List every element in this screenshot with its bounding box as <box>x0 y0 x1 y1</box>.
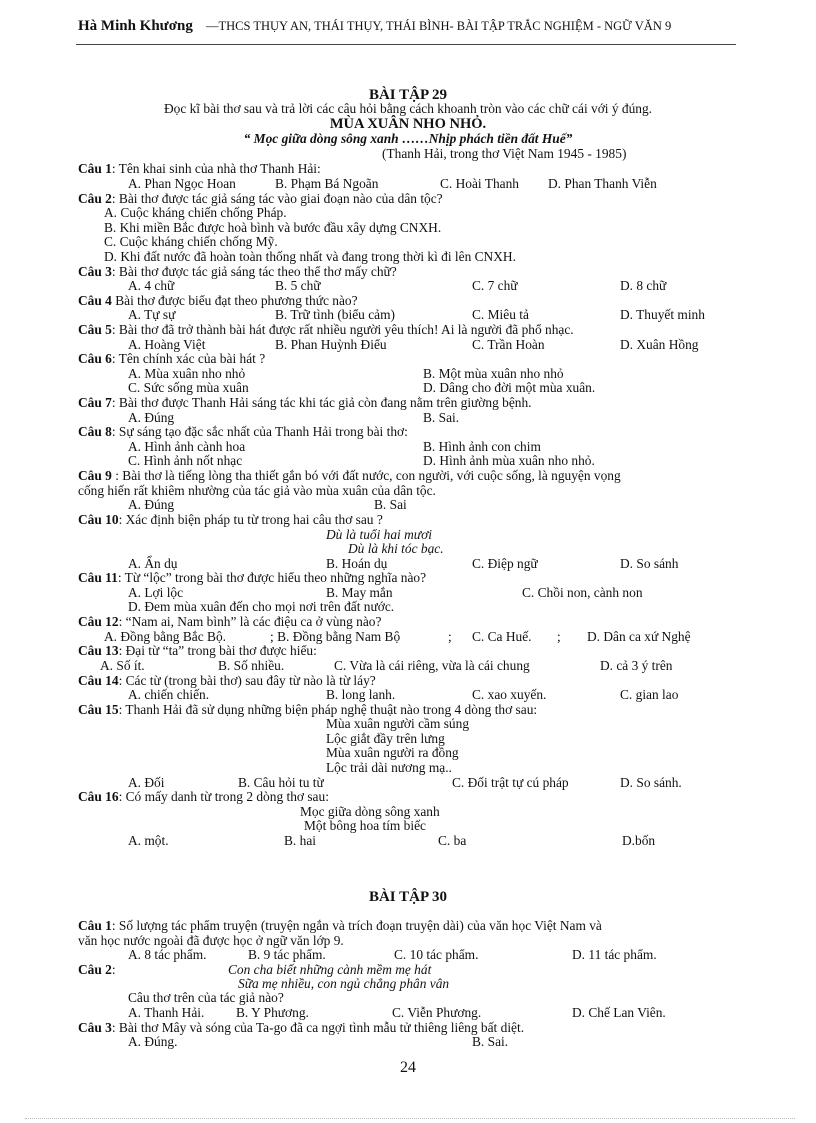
text-line-l103: Câu thơ trên của tác giả nào? <box>128 990 284 1005</box>
text-line-l87: Mọc giữa dòng sông xanh <box>300 804 440 819</box>
text-line-l102: Sữa mẹ nhiều, con ngủ chẳng phân vân <box>238 976 450 991</box>
text-line-l76: C. gian lao <box>620 687 679 702</box>
text-line-l68: A. Số ít. <box>100 658 145 673</box>
text-line-l81: Lộc trải dài nương mạ.. <box>326 760 452 775</box>
text-line-l95: văn học nước ngoài đã được học ở ngữ văn lớp 9. <box>78 933 344 948</box>
text-line-l69: B. Số nhiều. <box>218 658 285 673</box>
text-line-l22: A. Tự sự <box>128 307 176 322</box>
text-line-l71: D. cả 3 ý trên <box>600 658 673 673</box>
text-line-l26: Câu 5: Bài thơ đã trở thành bài hát được rất nhiều người yêu thích! Ai là người đã phổ nhạc. <box>78 322 574 337</box>
text-line-l58: C. Chồi non, cành non <box>522 585 643 600</box>
text-line-l43: D. Hình ảnh mùa xuân nho nhỏ. <box>423 453 595 468</box>
text-line-l30: D. Xuân Hồng <box>620 337 699 352</box>
text-line-l25: D. Thuyết minh <box>620 307 705 322</box>
text-line-l86: Câu 16: Có mấy danh từ trong 2 dòng thơ sau: <box>78 789 329 804</box>
text-line-l78: Mùa xuân người cầm súng <box>326 716 470 731</box>
text-line-l51: A. Ẩn dụ <box>128 556 178 571</box>
text-line-l44: Câu 9 : Bài thơ là tiếng lòng tha thiết gắn bó với đất nước, con người, với cuộc sống, là nguyện vọng <box>78 468 621 483</box>
text-line-l10: D. Phan Thanh Viễn <box>548 176 657 191</box>
text-line-l93: BÀI TẬP 30 <box>368 889 448 905</box>
text-line-l36: Câu 7: Bài thơ được Thanh Hải sáng tác khi tác giả còn đang nằm trên giường bệnh. <box>78 395 532 410</box>
text-line-l27: A. Hoàng Việt <box>128 337 206 352</box>
text-line-l105: B. Y Phương. <box>236 1005 309 1020</box>
text-line-l23: B. Trữ tình (biểu cảm) <box>275 307 395 322</box>
text-line-l62: ; B. Đồng bằng Nam Bộ <box>270 629 401 644</box>
text-line-l54: D. So sánh <box>620 556 679 571</box>
text-line-l09: C. Hoài Thanh <box>440 176 519 191</box>
text-line-l97: B. 9 tác phẩm. <box>248 947 326 962</box>
text-line-l18: B. 5 chữ <box>275 278 321 293</box>
text-line-l28: B. Phan Huỳnh Điểu <box>275 337 387 352</box>
text-line-l01: BÀI TẬP 29 <box>368 87 448 103</box>
text-line-l85: D. So sánh. <box>620 775 682 790</box>
text-line-l33: B. Một mùa xuân nho nhỏ <box>423 366 564 381</box>
text-line-l108: Câu 3: Bài thơ Mây và sóng của Ta-go đã ca ngợi tình mẫu tử thiêng liêng bất diệt. <box>78 1020 525 1035</box>
text-line-l06: Câu 1: Tên khai sinh của nhà thơ Thanh Hải: <box>78 161 321 176</box>
text-line-l75: C. xao xuyến. <box>472 687 547 702</box>
text-line-l61: A. Đồng bằng Bắc Bộ. <box>104 629 226 644</box>
text-line-l31: Câu 6: Tên chính xác của bài hát ? <box>78 351 266 366</box>
text-line-l59: D. Đem mùa xuân đến cho mọi nơi trên đất nước. <box>128 599 395 614</box>
text-line-l111: 24 <box>400 1059 416 1076</box>
text-line-l77: Câu 15: Thanh Hải đã sử dụng những biện pháp nghệ thuật nào trong 4 dòng thơ sau: <box>78 702 538 717</box>
text-line-l13: B. Khi miền Bắc được hoà bình và bước đầu xây dựng CNXH. <box>104 220 442 235</box>
text-line-l91: C. ba <box>438 833 467 848</box>
text-line-l41: B. Hình ảnh con chim <box>423 439 541 454</box>
text-line-l92: D.bốn <box>622 833 656 848</box>
text-line-l42: C. Hình ảnh nốt nhạc <box>128 453 243 468</box>
text-line-l72: Câu 14: Các từ (trong bài thơ) sau đây từ nào là từ láy? <box>78 673 376 688</box>
text-line-l60: Câu 12: “Nam ai, Nam bình” là các điệu ca ở vùng nào? <box>78 614 382 629</box>
text-line-l56: A. Lợi lộc <box>128 585 184 600</box>
text-line-l83: B. Câu hỏi tu từ <box>238 775 324 790</box>
text-line-l64: C. Ca Huế. <box>472 629 532 644</box>
text-line-l48: Câu 10: Xác định biện pháp tu từ trong hai câu thơ sau ? <box>78 512 383 527</box>
text-line-l74: B. long lanh. <box>326 687 396 702</box>
text-line-l29: C. Trần Hoàn <box>472 337 545 352</box>
text-line-l17: A. 4 chữ <box>128 278 175 293</box>
text-line-l101: Con cha biết những cành mềm mẹ hát <box>228 962 432 977</box>
text-line-l110: B. Sai. <box>472 1034 509 1049</box>
text-line-l70: C. Vừa là cái riêng, vừa là cái chung <box>334 658 530 673</box>
text-line-l89: A. một. <box>128 833 169 848</box>
text-line-l50: Dù là khi tóc bạc. <box>348 541 444 556</box>
text-line-l20: D. 8 chữ <box>620 278 667 293</box>
text-line-l84: C. Đối trật tự cú pháp <box>452 775 569 790</box>
text-line-l39: Câu 8: Sự sáng tạo đặc sắc nhất của Thanh Hải trong bài thơ: <box>78 424 408 439</box>
text-line-l82: A. Đối <box>128 775 165 790</box>
text-line-l94: Câu 1: Số lượng tác phẩm truyện (truyện ngắn và trích đoạn truyện dài) của văn học Việt Nam và <box>78 918 602 933</box>
text-line-l19: C. 7 chữ <box>472 278 518 293</box>
text-line-l38: B. Sai. <box>423 410 460 425</box>
text-line-l05: (Thanh Hải, trong thơ Việt Nam 1945 - 1985) <box>382 146 627 161</box>
text-line-l65: ; <box>557 629 561 644</box>
text-line-l14: C. Cuộc kháng chiến chống Mỹ. <box>104 234 278 249</box>
text-line-l24: C. Miêu tả <box>472 307 529 322</box>
text-line-l57: B. May mắn <box>326 585 393 600</box>
text-line-l40: A. Hình ảnh cành hoa <box>128 439 246 454</box>
text-line-l49: Dù là tuổi hai mươi <box>326 527 432 542</box>
text-line-l106: C. Viễn Phương. <box>392 1005 482 1020</box>
text-line-l03: MÙA XUÂN NHO NHỎ. <box>329 116 487 132</box>
text-line-l79: Lộc giắt đầy trên lưng <box>326 731 445 746</box>
header-school-subject: —THCS THỤY AN, THÁI THỤY, THÁI BÌNH- BÀI TẬP TRẮC NGHIỆM - NGỮ VĂN 9 <box>205 19 672 33</box>
text-line-l73: A. chiến chiến. <box>128 687 210 702</box>
text-line-l104: A. Thanh Hải. <box>128 1005 205 1020</box>
text-line-l98: C. 10 tác phẩm. <box>394 947 479 962</box>
text-line-l34: C. Sức sống mùa xuân <box>128 380 249 395</box>
text-line-l53: C. Điệp ngữ <box>472 556 538 571</box>
text-line-l96: A. 8 tác phẩm. <box>128 947 207 962</box>
text-line-l66: D. Dân ca xứ Nghệ <box>587 629 691 644</box>
text-line-l04: “ Mọc giữa dòng sông xanh ……Nhịp phách tiền đất Huế” <box>243 131 573 146</box>
text-line-l12: A. Cuộc kháng chiến chống Pháp. <box>104 205 287 220</box>
text-line-l99: D. 11 tác phẩm. <box>572 947 657 962</box>
header-rule <box>76 44 736 45</box>
text-line-l37: A. Đúng <box>128 410 175 425</box>
text-line-l55: Câu 11: Từ “lộc” trong bài thơ được hiểu theo những nghĩa nào? <box>78 570 427 585</box>
text-line-l47: B. Sai <box>374 497 407 512</box>
text-line-l15: D. Khi đất nước đã hoàn toàn thống nhất và đang trong thời kì đi lên CNXH. <box>104 249 516 264</box>
text-line-l21: Câu 4 Bài thơ được biểu đạt theo phương thức nào? <box>78 293 358 308</box>
text-line-l35: D. Dâng cho đời một mùa xuân. <box>423 380 596 395</box>
text-line-l11: Câu 2: Bài thơ được tác giả sáng tác vào giai đoạn nào của dân tộc? <box>78 191 443 206</box>
text-line-l107: D. Chế Lan Viên. <box>572 1005 666 1020</box>
text-line-l46: A. Đúng <box>128 497 175 512</box>
text-line-l32: A. Mùa xuân nho nhỏ <box>128 366 246 381</box>
text-line-l16: Câu 3: Bài thơ được tác giả sáng tác theo thể thơ mấy chữ? <box>78 264 397 279</box>
text-line-l80: Mùa xuân người ra đồng <box>326 745 459 760</box>
text-line-l02: Đọc kĩ bài thơ sau và trả lời các câu hỏi bằng cách khoanh tròn vào các chữ cái với ý đúng. <box>163 101 653 116</box>
text-line-l88: Một bông hoa tím biếc <box>304 818 426 833</box>
text-line-l08: B. Phạm Bá Ngoãn <box>275 176 379 191</box>
text-line-l52: B. Hoán dụ <box>326 556 388 571</box>
page-header <box>78 20 718 33</box>
text-line-l67: Câu 13: Đại từ “ta” trong bài thơ được hiểu: <box>78 643 317 658</box>
text-line-l63: ; <box>448 629 452 644</box>
page-bottom-border <box>25 1118 795 1119</box>
text-line-l45: cống hiến rất khiêm nhường của tác giả vào mùa xuân của dân tộc. <box>78 483 436 498</box>
header-author: Hà Minh Khương <box>78 18 193 34</box>
text-line-l07: A. Phan Ngọc Hoan <box>128 176 236 191</box>
text-line-l90: B. hai <box>284 833 316 848</box>
text-line-l109: A. Đúng. <box>128 1034 178 1049</box>
text-line-l100: Câu 2: <box>78 962 116 977</box>
